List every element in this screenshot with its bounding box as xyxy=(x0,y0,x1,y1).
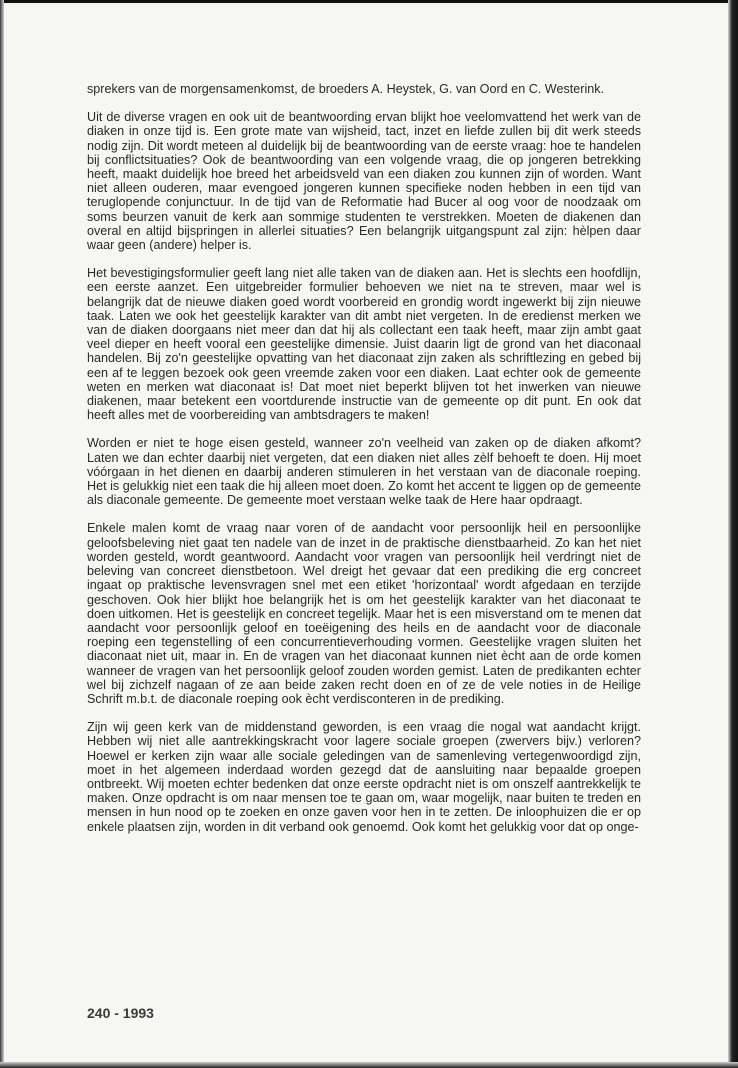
page-edge-bottom xyxy=(0,1062,738,1068)
page-number: 240 - 1993 xyxy=(87,1005,154,1021)
paragraph-2: Uit de diverse vragen en ook uit de beantwoording ervan blijkt hoe veelomvattend het werk van de diaken in onze tijd is. Een grote mate van wijsheid, tact, inzet en liefde zullen bij dit werk steeds nodig zijn. Dit wordt meteen al duidelijk bij de beantwoording van de eerste vraag: hoe te handelen bij conflictsituaties? Ook de beantwoording van een volgende vraag, die op jongeren betrekking heeft, maakt duidelijk hoe breed het arbeidsveld van een diaken zou kunnen zijn of worden. Want niet alleen ouderen, maar evengoed jongeren kunnen specifieke noden hebben in een tijd van teruglopende conjunctuur. In de tijd van de Reformatie had Bucer al oog voor de noodzaak om soms beurzen vanuit de kerk aan sommige studenten te verstrekken. Moeten de diakenen dan overal en altijd bijspringen in allerlei situaties? Een belangrijk uitgangspunt zal zijn: hèlpen daar waar geen (andere) helper is. xyxy=(87,110,641,253)
page-edge-right xyxy=(728,0,738,1068)
paragraph-4: Worden er niet te hoge eisen gesteld, wanneer zo'n veelheid van zaken op de diaken afkomt? Laten we dan echter daarbij niet vergeten, dat een diaken niet alles zèlf behoeft te doen. Hij moet vóórgaan in het dienen en daarbij anderen stimuleren in het verstaan van de diaconale roeping. Het is gelukkig niet een taak die hij alleen moet doen. Zo komt het accent te liggen op de gemeente als diaconale gemeente. De gemeente moet verstaan welke taak de Here haar opdraagt. xyxy=(87,436,641,508)
paragraph-6: Zijn wij geen kerk van de middenstand geworden, is een vraag die nogal wat aandacht krijgt. Hebben wij niet alle aantrekkingskracht voor lagere sociale groepen (zwervers bijv.) verloren? Hoewel er kerken zijn waar alle sociale geledingen van de samenleving vertegenwoordigd zijn, moet in het algemeen inderdaad worden gezegd dat de aansluiting naar bepaalde groepen ontbreekt. Wij moeten echter bedenken dat onze eerste opdracht niet is om onszelf aantrekkelijk te maken. Onze opdracht is om naar mensen toe te gaan om, waar mogelijk, naar buiten te treden en mensen in hun nood op te zoeken en onze gaven voor hen in te zetten. De inloophuizen die er op enkele plaatsen zijn, worden in dit verband ook genoemd. Ook komt het gelukkig voor dat op onge- xyxy=(87,720,641,834)
paragraph-3: Het bevestigingsformulier geeft lang niet alle taken van de diaken aan. Het is slechts een hoofdlijn, een eerste aanzet. Een uitgebreider formulier behoeven we niet na te streven, maar wel is belangrijk dat de nieuwe diaken goed wordt voorbereid en grondig wordt ingewerkt bij zijn nieuwe taak. Laten we ook het geestelijk karakter van dit ambt niet vergeten. In de eredienst merken we van de diaken doorgaans niet meer dan dat hij als collectant een taak heeft, maar zijn ambt gaat veel dieper en heeft vooral een geestelijke dimensie. Juist daarin ligt de grond van het diaconaal handelen. Bij zo'n geestelijke opvatting van het diaconaat zijn zaken als schriftlezing en gebed bij een af te leggen bezoek ook geen vreemde zaken voor een diaken. Laat echter ook de gemeente weten en merken wat diaconaat is! Dat moet niet beperkt blijven tot het inwerken van nieuwe diakenen, maar betekent een voortdurende instructie van de gemeente op dit punt. En ook dat heeft alles met de voorbereiding van ambtsdragers te maken! xyxy=(87,266,641,423)
page-edge-top xyxy=(0,0,738,3)
page-edge-left xyxy=(0,0,4,1068)
paragraph-1: sprekers van de morgensamenkomst, de broeders A. Heystek, G. van Oord en C. Westerink. xyxy=(87,82,605,96)
article-body xyxy=(87,82,641,848)
paragraph-5: Enkele malen komt de vraag naar voren of de aandacht voor persoonlijk heil en persoonlijke geloofsbeleving niet gaat ten nadele van de inzet in de praktische dienstbaarheid. Zo kan het niet worden gesteld, wordt geantwoord. Aandacht voor vragen van persoonlijk heil verdringt niet de beleving van concreet dienstbetoon. Wel dreigt het gevaar dat een prediking die erg concreet ingaat op praktische levensvragen snel met een etiket 'horizontaal' wordt afgedaan en terzijde geschoven. Ook hier blijkt hoe belangrijk het is om het geestelijk karakter van het diaconaat te doen uitkomen. Het is geestelijk en concreet tegelijk. Maar het is een misverstand om te menen dat aandacht voor persoonlijk geloof en toeëigening des heils en de aandacht voor de diaconale roeping een tegenstelling of een concurrentieverhouding vormen. Geestelijke vragen sluiten het diaconaat niet uit, maar in. En de vragen van het diaconaat kunnen niet ècht aan de orde komen wanneer de vragen van het persoonlijk geloof zouden worden gemist. Laten de predikanten echter wel bij zichzelf nagaan of ze aan beide zaken recht doen en of ze de vele noties in de Heilige Schrift m.b.t. de diaconale roeping ook ècht verdisconteren in de prediking. xyxy=(87,521,641,706)
